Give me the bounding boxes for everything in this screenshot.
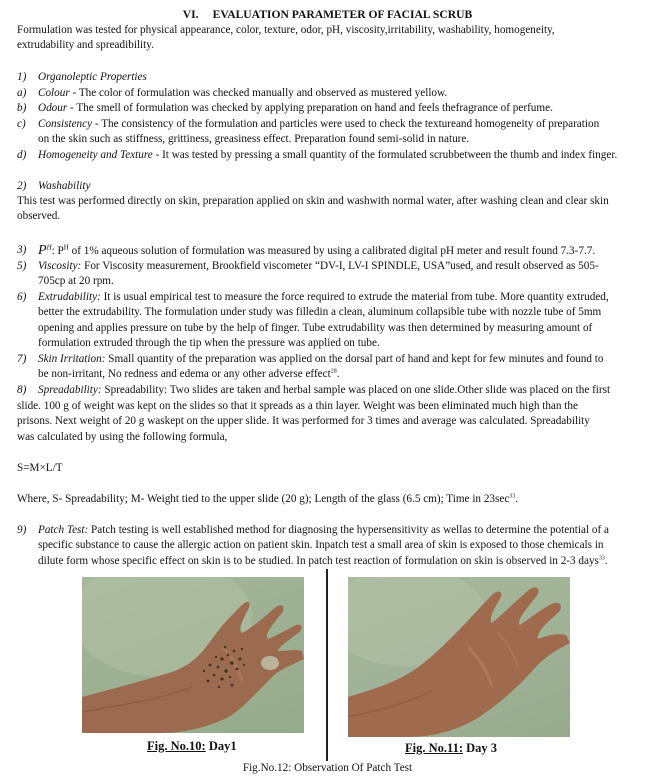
reference-superscript: 28 xyxy=(330,368,337,375)
section-heading xyxy=(0,7,655,22)
term: Homogeneity and Texture xyxy=(38,149,153,161)
hand-after-patch-test-image xyxy=(348,577,570,737)
patch-test-photo-day3 xyxy=(348,577,570,737)
list-marker: 7) xyxy=(17,353,27,365)
where-text: Where, S- Spreadability; M- Weight tied to the upper slide (20 g); Length of the glass (6.5 cm); Time in 23sec xyxy=(17,493,510,505)
item-text: Spreadability: Two slides are taken and herbal sample was placed on one slide.Other slide was placed on the first xyxy=(101,384,611,396)
figure-label: Fig. No.11: xyxy=(405,741,463,755)
period: . xyxy=(604,554,608,567)
paragraph-line: observed. xyxy=(17,210,61,223)
figure-10-caption xyxy=(147,739,237,754)
item-text: specific substance to cause the allergic action on patient skin. Inpatch test a small area of skin is exposed to those chemicals in xyxy=(38,539,604,552)
intro-line: Formulation was tested for physical appearance, color, texture, odor, pH, viscosity,irritability, washability, homogeneity, xyxy=(17,24,555,36)
period: . xyxy=(515,493,519,505)
figure-label: Fig. No.10: xyxy=(147,739,206,753)
list-marker: 5) xyxy=(17,260,27,272)
item-text: - The smell of formulation was checked by applying preparation on hand and feels thefragrance of perfume. xyxy=(67,102,553,114)
item-text: dilute form whose specific effect on skin is to be studied. In patch test reaction of formulation on skin is observed in 2-3 days xyxy=(38,554,599,567)
term: Odour xyxy=(38,102,68,114)
washability-paragraph xyxy=(17,194,642,225)
term: Consistency xyxy=(38,118,93,130)
list-marker: b) xyxy=(17,102,27,114)
list-marker: c) xyxy=(17,118,26,130)
term: Spreadability: xyxy=(38,384,102,396)
term: Extrudability: xyxy=(38,291,101,303)
item-text: - The consistency of the formulation and particles were used to check the textureand homogeneity of preparation xyxy=(92,118,600,130)
paragraph-line: slide. 100 g of weight was kept on the slides so that it spreads as a thin layer. Weight was been eliminated much high than the xyxy=(17,400,578,412)
list-marker: 3) xyxy=(17,244,27,256)
hand-with-scrub-image xyxy=(82,577,304,733)
reference-superscript: 33 xyxy=(509,493,516,500)
item-text: For Viscosity measurement, Brookfield viscometer “DV-I, LV-I SPINDLE, USA”used, and result observed as 505- xyxy=(81,260,599,272)
term: Viscosity: xyxy=(38,260,82,272)
intro-paragraph xyxy=(17,23,642,54)
item-text: of 1% aqueous solution of formulation was measured by using a calibrated digital pH meter and result found 7.3-7.7. xyxy=(68,245,596,257)
item-text: on the skin such as stiffness, grittiness, greasiness effect. Preparation found semi-solid in nature. xyxy=(38,133,470,146)
figure-day: Day1 xyxy=(205,739,237,753)
list-marker: 8) xyxy=(17,384,27,396)
where-line xyxy=(17,492,642,507)
item-text: - The color of formulation was checked manually and observed as mustered yellow. xyxy=(69,87,448,99)
figure-divider xyxy=(326,569,328,761)
ph-symbol: P xyxy=(38,243,47,258)
item-text: Small quantity of the preparation was applied on the dorsal part of hand and kept for few minutes and found to xyxy=(105,353,604,365)
formula: S=M×L/T xyxy=(17,462,63,474)
item-text: It is usual empirical test to measure the force required to extrude the material from tube. More quantity extruded, xyxy=(100,291,609,303)
list-marker: 1) xyxy=(17,71,27,83)
figure-12-caption: Fig.No.12: Observation Of Patch Test xyxy=(242,762,413,774)
spreadability-continuation xyxy=(17,399,642,445)
term: Colour xyxy=(38,87,70,99)
ph-superscript: H xyxy=(63,243,69,252)
item-text: - It was tested by pressing a small quantity of the formulated scrubbetween the thumb and index finger. xyxy=(152,149,618,161)
patch-test-photo-day1 xyxy=(82,577,304,733)
intro-line: extrudability and spreadibility. xyxy=(17,39,154,52)
item-text: formulation extruded through the tip when the pressure was applied on tube. xyxy=(38,337,380,350)
figure-day: Day 3 xyxy=(462,741,498,755)
item-text: opening and applies pressure on tube by the help of finger. Tube extrudability was then determined by measuring amount of xyxy=(38,321,593,334)
section-title: EVALUATION PARAMETER OF FACIAL SCRUB xyxy=(212,8,473,21)
paragraph-line: This test was performed directly on skin, preparation applied on skin and washwith normal water, after washing clean and clear skin xyxy=(17,195,609,207)
list-marker: 6) xyxy=(17,291,27,303)
item-text: 705cp at 20 rpm. xyxy=(38,275,114,288)
ph-symbol-small: P xyxy=(54,245,64,257)
subsection-title: Organoleptic Properties xyxy=(38,71,147,83)
list-marker: d) xyxy=(17,149,27,161)
period: . xyxy=(336,368,340,381)
paragraph-line: was calculated by using the following formula, xyxy=(17,430,228,443)
paragraph-line: prisons. Next weight of 20 g waskept on the upper slide. It was performed for 3 times and average was calculated. Spreadability xyxy=(17,415,590,428)
list-marker: a) xyxy=(17,87,27,99)
ph-superscript: H xyxy=(46,243,52,252)
list-marker: 9) xyxy=(17,524,27,536)
subsection-title: Washability xyxy=(38,180,91,192)
item-text: be non-irritant, No redness and edema or any other adverse effect xyxy=(38,368,331,381)
term: Skin Irritation: xyxy=(38,353,106,365)
term: Patch Test: xyxy=(38,524,89,536)
colon: : xyxy=(51,245,55,257)
reference-superscript: 33 xyxy=(598,555,605,562)
list-marker: 2) xyxy=(17,180,27,192)
figure-11-caption xyxy=(405,741,497,756)
item-text: Patch testing is well established method for diagnosing the hypersensitivity as wellas to determine the potential of a xyxy=(88,524,609,536)
item-text: better the extrudability. The formulation under study was filledin a clean, aluminum collapsible tube with nozzle tube of 5mm xyxy=(38,306,602,319)
section-number: VI. xyxy=(182,8,199,21)
